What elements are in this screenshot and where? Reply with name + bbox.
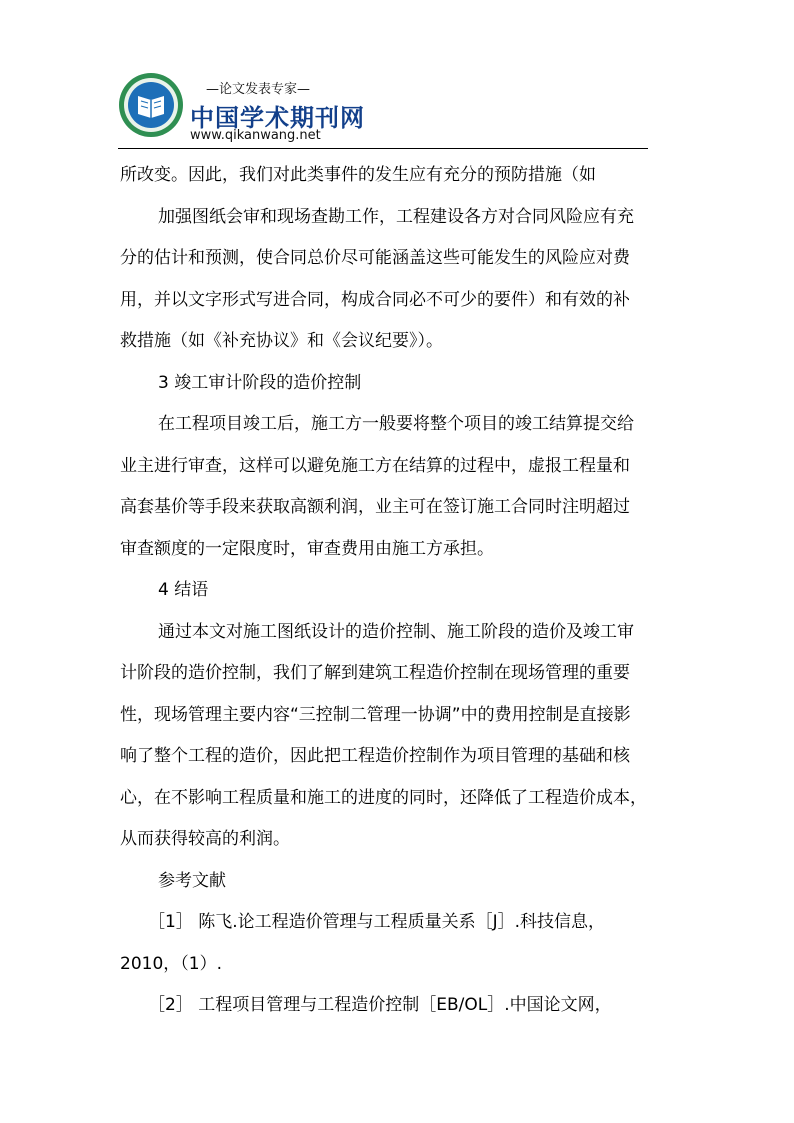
text-line: 分的估计和预测，使合同总价尽可能涵盖这些可能发生的风险应对费: [120, 248, 630, 268]
header-url: www.qikanwang.net: [190, 128, 321, 143]
text-line: 所改变。因此，我们对此类事件的发生应有充分的预防措施（如: [120, 165, 596, 185]
text-line: 救措施（如《补充协议》和《会议纪要》）。: [120, 331, 443, 351]
text-line: 响了整个工程的造价，因此把工程造价控制作为项目管理的基础和核: [120, 746, 630, 766]
text-line: 加强图纸会审和现场查勘工作，工程建设各方对合同风险应有充: [158, 206, 634, 227]
article-body: [120, 155, 650, 1027]
site-header: [118, 62, 648, 148]
text-line: 心，在不影响工程质量和施工的进度的同时，还降低了工程造价成本，: [120, 787, 647, 808]
reference-item: ［2］ 工程项目管理与工程造价控制［EB/OL］.中国论文网，: [148, 995, 612, 1015]
header-brand-name: 中国学术期刊网: [190, 104, 365, 132]
reference-item-continued: 2010，（1）.: [120, 953, 222, 974]
text-line: 从而获得较高的利润。: [120, 829, 290, 849]
text-line: 审查额度的一定限度时，审查费用由施工方承担。: [120, 538, 494, 559]
section-heading: 4 结语: [158, 580, 209, 600]
text-line: 在工程项目竣工后，施工方一般要将整个项目的竣工结算提交给: [158, 414, 634, 434]
text-line: 计阶段的造价控制，我们了解到建筑工程造价控制在现场管理的重要: [120, 663, 630, 683]
text-line: 业主进行审查，这样可以避免施工方在结算的过程中，虚报工程量和: [120, 455, 630, 476]
journal-logo-icon: [118, 72, 184, 138]
header-divider: [118, 148, 648, 149]
references-heading: 参考文献: [158, 870, 226, 891]
text-line: 用，并以文字形式写进合同，构成合同必不可少的要件）和有效的补: [120, 289, 630, 310]
header-tagline: —论文发表专家—: [206, 82, 311, 97]
reference-item: ［1］ 陈飞.论工程造价管理与工程质量关系［J］.科技信息，: [148, 912, 606, 932]
text-line: 高套基价等手段来获取高额利润，业主可在签订施工合同时注明超过: [120, 497, 630, 517]
text-line: 性，现场管理主要内容“三控制二管理一协调”中的费用控制是直接影: [120, 704, 631, 725]
section-heading: 3 竣工审计阶段的造价控制: [158, 372, 362, 393]
text-line: 通过本文对施工图纸设计的造价控制、施工阶段的造价及竣工审: [158, 621, 634, 642]
